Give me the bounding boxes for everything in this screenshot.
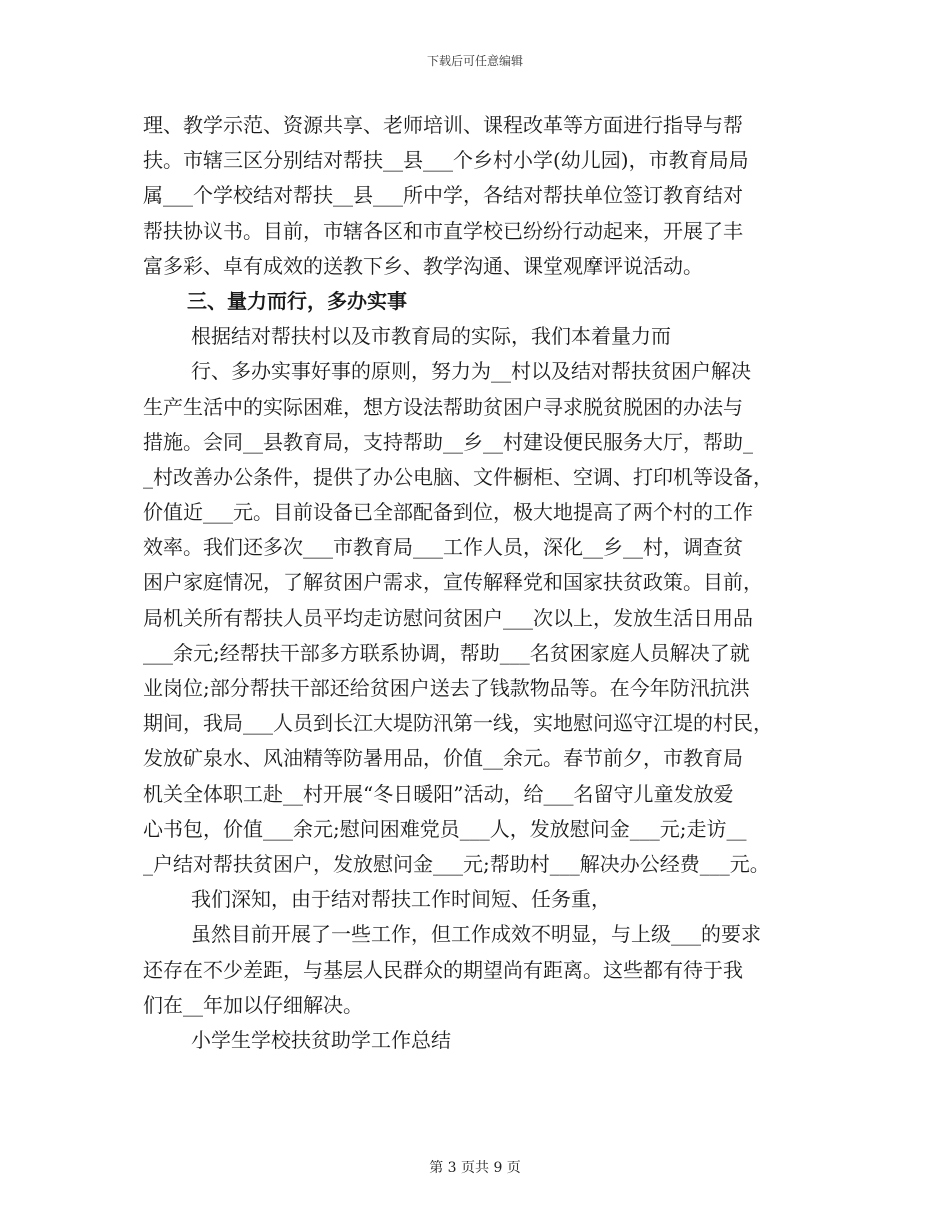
text-line: 理、教学示范、资源共享、老师培训、课程改革等方面进行指导与帮 bbox=[143, 113, 743, 137]
text-line: 还存在不少差距，与基层人民群众的期望尚有距离。这些都有待于我 bbox=[143, 957, 743, 982]
text-line: 发放矿泉水、风油精等防暑用品，价值__余元。春节前夕，市教育局 bbox=[143, 746, 743, 771]
text-line: 措施。会同__县教育局，支持帮助__乡__村建设便民服务大厅，帮助_ bbox=[143, 429, 753, 454]
text-line: 富多彩、卓有成效的送教下乡、教学沟通、课堂观摩评说活动。 bbox=[143, 253, 703, 278]
page-footer: 第 3 页共 9 页 bbox=[429, 1160, 521, 1176]
text-line: 行、多办实事好事的原则，努力为__村以及结对帮扶贫困户解决 bbox=[191, 359, 751, 384]
text-line: 小学生学校扶贫助学工作总结 bbox=[191, 1027, 451, 1052]
text-line: _村改善办公条件，提供了办公电脑、文件橱柜、空调、打印机等设备， bbox=[143, 464, 773, 489]
text-line: 根据结对帮扶村以及市教育局的实际，我们本着量力而 bbox=[191, 324, 671, 349]
text-line: 局机关所有帮扶人员平均走访慰问贫困户___次以上，发放生活日用品 bbox=[143, 605, 753, 630]
text-line: 帮扶协议书。目前，市辖各区和市直学校已纷纷行动起来，开展了丰 bbox=[143, 218, 743, 243]
text-line: 效率。我们还多次___市教育局___工作人员，深化__乡__村，调查贫 bbox=[143, 535, 743, 560]
text-line: 扶。市辖三区分别结对帮扶__县___个乡村小学(幼儿园)，市教育局局 bbox=[143, 148, 749, 173]
text-line: 价值近___元。目前设备已全部配备到位，极大地提高了两个村的工作 bbox=[143, 500, 753, 525]
text-line: 心书包，价值___余元;慰问困难党员___人，发放慰问金___元;走访__ bbox=[143, 816, 747, 841]
text-line: 虽然目前开展了一些工作，但工作成效不明显，与上级___的要求 bbox=[191, 922, 761, 947]
text-line: 生产生活中的实际困难，想方设法帮助贫困户寻求脱贫脱困的办法与 bbox=[143, 394, 743, 419]
text-line: ___余元;经帮扶干部多方联系协调，帮助___名贫困家庭人员解决了就 bbox=[143, 640, 750, 665]
section-heading: 三、量力而行，多办实事 bbox=[187, 288, 407, 313]
text-line: 机关全体职工赴__村开展“冬日暖阳”活动，给___名留守儿童发放爱 bbox=[143, 781, 734, 806]
text-line: 业岗位;部分帮扶干部还给贫困户送去了钱款物品等。在今年防汛抗洪 bbox=[143, 676, 750, 700]
text-line: 期间，我局___人员到长江大堤防汛第一线，实地慰问巡守江堤的村民， bbox=[143, 711, 773, 736]
text-line: 们在__年加以仔细解决。 bbox=[143, 992, 363, 1017]
text-line: 我们深知，由于结对帮扶工作时间短、任务重， bbox=[191, 887, 611, 912]
text-line: _户结对帮扶贫困户，发放慰问金___元;帮助村___解决办公经费___元。 bbox=[143, 851, 770, 876]
page-header: 下载后可任意编辑 bbox=[426, 54, 523, 68]
text-line: 属___个学校结对帮扶__县___所中学，各结对帮扶单位签订教育结对 bbox=[143, 183, 743, 208]
text-line: 困户家庭情况，了解贫困户需求，宣传解释党和国家扶贫政策。目前， bbox=[143, 570, 763, 595]
document-body bbox=[143, 108, 823, 1058]
